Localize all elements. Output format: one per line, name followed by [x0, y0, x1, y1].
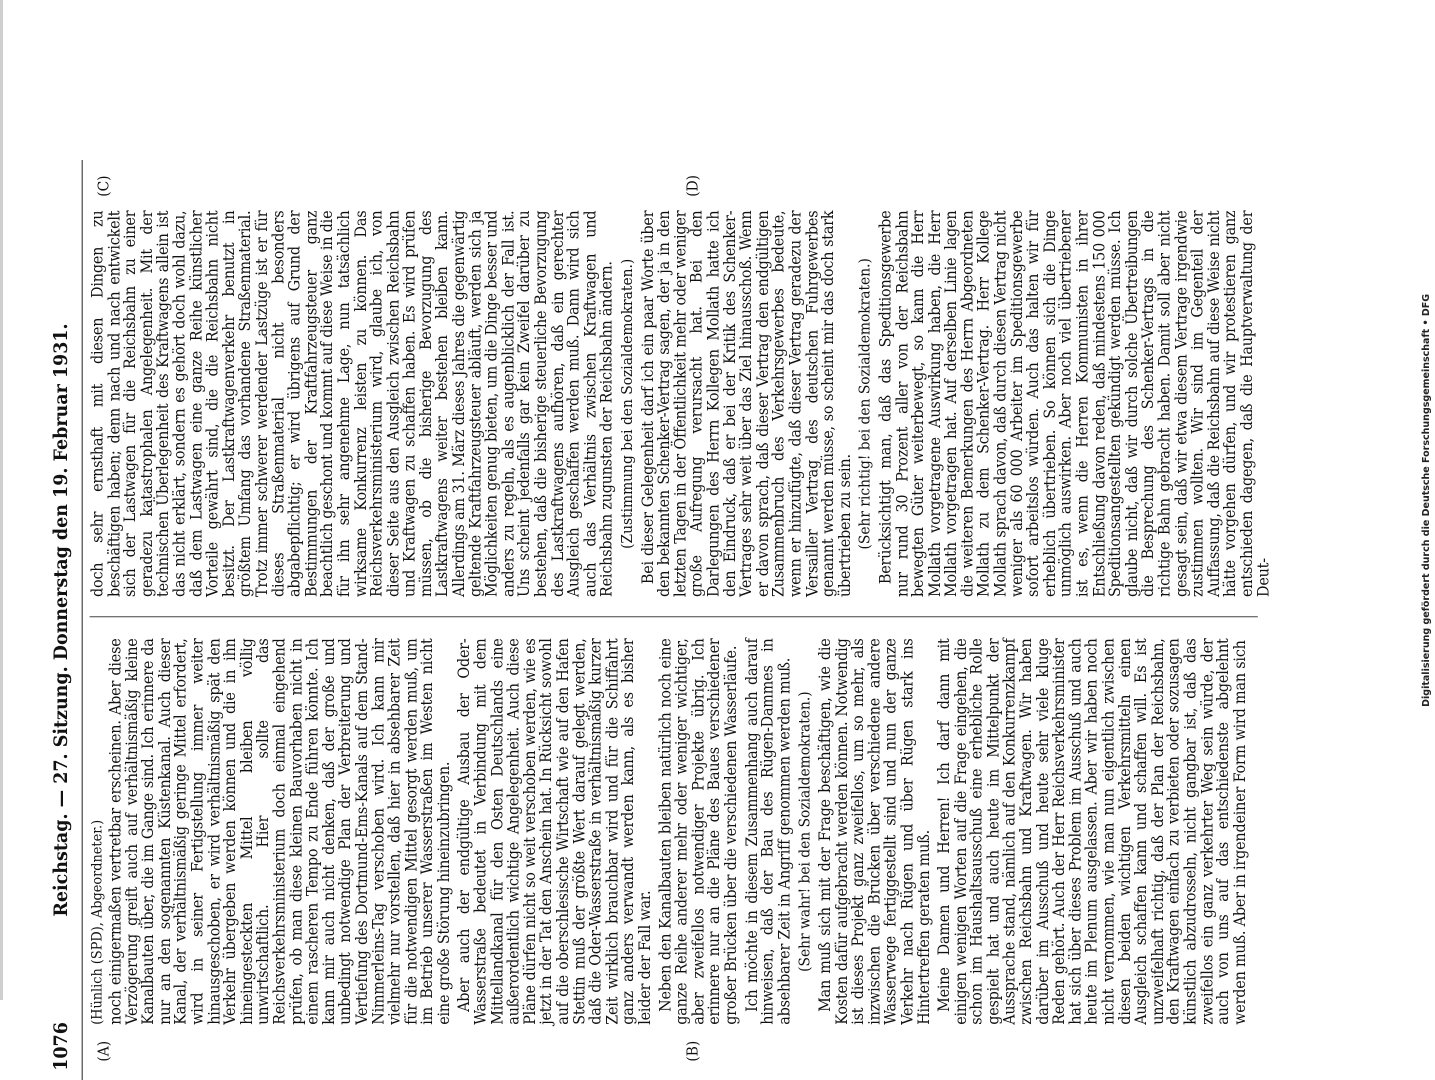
margin-mark-d: (D): [683, 174, 702, 197]
page-header: [50, 160, 80, 1080]
paragraph: Meine Damen und Herren! Ich darf dann mit einigen wenigen Worten auf die Frage eingehen, die schon im Haushaltsausschuß eine erhebliche Rolle gespielt hat und auch heute im Mittelpunkt der Aussprache stand, nämlich auf den Konkurrenzkampf zwischen Reichsbahn und Kraftwagen. Wir haben darüber im Ausschuß und heute sehr viele kluge Reden gehört. Auch der Herr Reichsverkehrsminister hat sich über dieses Problem im Ausschuß und auch heute im Plenum ausgelassen. Aber wir haben noch nicht vernommen, wie man nun eigentlich zwischen diesen beiden wichtigen Verkehrsmitteln einen Ausgleich schaffen kann und schaffen will. Es ist unzweifelhaft richtig, daß der Plan der Reichsbahn, den Kraftwagen einfach zu verbieten oder sozusagen künstlich abzudrosseln, nicht gangbar ist, daß das zweifellos ein ganz verkehrter Weg sein würde, der auch von uns auf das entschiedenste abgelehnt werden muß. Aber in irgendeiner Form wird man sich: [935, 638, 1249, 1025]
paragraph: doch sehr ernsthaft mit diesen Dingen zu beschäftigen haben; denn nach und nach entwickelt sich der Lastwagen für die Reichsbahn zu einer geradezu katastrophalen Angelegenheit. Mit der technischen Überlegenheit des Kraftwagens allein ist das nicht erklärt, sondern es gehört doch wohl dazu, daß dem Lastwagen eine ganze Reihe künstlicher Vorteile gewährt sind, die die Reichsbahn nicht besitzt. Der Lastkraftwagenverkehr benutzt in größtem Umfang das vorhandene Straßenmaterial. Trotz immer schwerer werdender Lastzüge ist er für dieses Straßenmaterial nicht besonders abgabepflichtig; er wird übrigens auf Grund der Bestimmungen der Kraftfahrzeugsteuer ganz beachtlich geschont und kommt auf diese Weise in die für ihn sehr angenehme Lage, nun tatsächlich wirksame Konkurrenz leisten zu können. Das Reichsverkehrsministerium wird, glaube ich, von dieser Seite aus den Ausgleich zwischen Reichsbahn und Kraftwagen zu schaffen haben. Es wird prüfen müssen, ob die bisherige Bevorzugung des Lastkraftwagens weiter bestehen bleiben kann. Allerdings am 31. März dieses Jahres die gegenwärtig geltende Kraftfahrzeugsteuer abläuft, werden sich ja Möglichkeiten genug bieten, um die Dinge besser und anders zu regeln, als es augenblicklich der Fall ist. Uns scheint jedenfalls gar kein Zweifel darüber zu bestehen, daß die bisherige steuerliche Bevorzugung des Lastkraftwagens aufhören, daß ein gerechter Ausgleich geschaffen werden muß. Dann wird sich auch das Verhältnis zwischen Kraftwagen und Reichsbahn zugunsten der Reichsbahn ändern.: [88, 210, 616, 598]
document-page: [50, 160, 1297, 1080]
interjection: (Zustimmung bei den Sozialdemokraten.): [618, 258, 637, 549]
scan-border: [0, 0, 3, 1000]
margin-mark-a: (A): [94, 1040, 113, 1062]
speaker-line: (Hünlich (SPD), Abgeordneter.): [89, 819, 106, 1025]
page-header-title: Reichstag. — 27. Sitzung. Donnerstag den 19. Februar 1931.: [50, 323, 72, 917]
paragraph: noch einigermaßen vertretbar erscheinen. Aber diese Verzögerung greift auch auf verhältnismäßig kleine Kanalbauten über, die im Gange sind. Ich erinnere da nur an den sogenannten Küstenkanal. Auch dieser Kanal, der verhältnismäßig geringe Mittel erfordert, wird in seiner Fertigstellung immer weiter hinausgeschoben, er wird verhältnismäßig spät den Verkehr übergeben werden können und die in ihn hineingesteckten Mittel bleiben völlig unwirtschaftlich. Hier sollte das Reichsverkehrsministerium doch einmal eingehend prüfen, ob man diese kleinen Bauvorhaben nicht in einem rascheren Tempo zu Ende führen könnte. Ich kann mir auch nicht denken, daß der große und unbedingt notwendige Plan der Verbreiterung und Vertiefung des Dortmund-Ems-Kanals auf dem Stand-Nimmerleins-Tag verschoben wird. Ich kann mir vielmehr nur vorstellen, daß hier in absehbarer Zeit für die notwendigen Mittel gesorgt werden muß, um im Betrieb unserer Wasserstraßen im Westen nicht eine große Störung hineinzubringen.: [106, 638, 453, 1025]
header-rule: [82, 160, 83, 1080]
paragraph: Bei dieser Gelegenheit darf ich ein paar Worte über den bekannten Schenker-Vertrag sagen, der ja in den letzten Tagen in der Öffentlichkeit mehr oder weniger große Aufregung verursacht hat. Bei den Darlegungen des Herrn Kollegen Mollath hatte ich den Eindruck, daß er bei der Kritik des Schenker-Vertrages sehr weit über das Ziel hinausschoß. Wenn er davon sprach, daß dieser Vertrag den endgültigen Zusammenbruch des Verkehrsgewerbes bedeute, wenn er hinzufügte, daß dieser Vertrag geradezu der Versailler Vertrag des deutschen Fuhrgewerbes genannt werden müsse, so scheint mir das doch stark übertrieben zu sein.: [638, 210, 854, 598]
paragraph: Berücksichtigt man, daß das Speditionsgewerbe nur rund 30 Prozent aller von der Reichsbahn bewegten Güter weiterbewegt, so kann die Herr Mollath vorgetragene Auswirkung haben, die Herr Mollath vorgetragen hat. Auf derselben Linie lagen die weiteren Bemerkungen des Herrn Abgeordneten Mollath zu dem Schenker-Vertrag. Herr Kollege Mollath sprach davon, daß durch diesen Vertrag nicht weniger als 60 000 Arbeiter im Speditionsgewerbe sofort arbeitslos würden. Auch das halten wir für erheblich übertrieben. So können sich die Dinge unmöglich auswirken. Aber noch viel übertriebener ist es, wenn die Herren Kommunisten in ihrer Entschließung davon reden, daß mindestens 150 000 Speditionsangestellten gekündigt werden müsse. Ich glaube nicht, daß wir durch solche Übertreibungen die Besprechung des Schenker-Vertrags in die richtige Bahn gebracht haben. Damit soll aber nicht gesagt sein, daß wir etwa diesem Vertrage irgendwie zustimmen wollten. Wir sind im Gegenteil der Auffassung, daß die Reichsbahn auf diese Weise nicht hätte vorgehen dürfen, und wir protestieren ganz entschieden dagegen, daß die Hauptverwaltung der Deut-: [876, 210, 1273, 598]
margin-mark-c: (C): [94, 175, 113, 197]
paragraph: Ich möchte in diesem Zusammenhang auch darauf hinweisen, daß der Bau des Rügen-Dammes in absehbarer Zeit in Angriff genommen werden muß.: [742, 638, 794, 1025]
dfg-credit: [1417, 0, 1435, 1000]
page-number: 1076: [50, 1022, 72, 1071]
paragraph: Man muß sich mit der Frage beschäftigen, wie die Kosten dafür aufgebracht werden können. Notwendig ist dieses Projekt ganz zweifellos, um so mehr, als inzwischen die Brücken über verschiedene andere Wasserwege fertiggestellt sind und nun der ganze Verkehr nach Rügen und über Rügen stark ins Hintertreffen geraten muß.: [816, 638, 933, 1025]
right-column: [88, 210, 1273, 598]
paragraph: Neben den Kanalbauten bleiben natürlich noch eine ganze Reihe anderer mehr oder weniger wichtiger, aber zweifellos notwendiger Projekte übrig. Ich erinnere nur an die Pläne des Baues verschiedener großer Brücken über die verschiedenen Wasserläufe.: [656, 638, 740, 1025]
interjection: (Sehr richtig! bei den Sozialdemokraten.): [856, 258, 874, 550]
dfg-credit-text: Digitalisierung gefördert durch die Deutsche Forschungsgemeinschaft • DFG: [1420, 293, 1432, 707]
left-column: [90, 638, 1258, 1024]
column-separator: [90, 616, 1258, 617]
interjection: (Sehr wahr! bei den Sozialdemokraten.): [795, 691, 814, 972]
paragraph: Aber auch der endgültige Ausbau der Oder-Wasserstraße bedeutet in Verbindung mit dem Mittellandkanal für den Osten Deutschlands eine außerordentlich wichtige Angelegenheit. Auch diese Pläne dürfen nicht so weit verschoben werden, wie es jetzt in der Tat den Anschein hat. In Rücksicht sowohl auf die oberschlesische Wirtschaft wie auf den Hafen Stettin muß der größte Wert darauf gelegt werden, daß die Oder-Wasserstraße in verhältnismäßig kurzer Zeit wirklich brauchbar wird und für die Schiffahrt ganz anders verwandt werden kann, als es bisher leider der Fall war.: [455, 638, 654, 1025]
margin-mark-b: (B): [683, 1040, 702, 1062]
